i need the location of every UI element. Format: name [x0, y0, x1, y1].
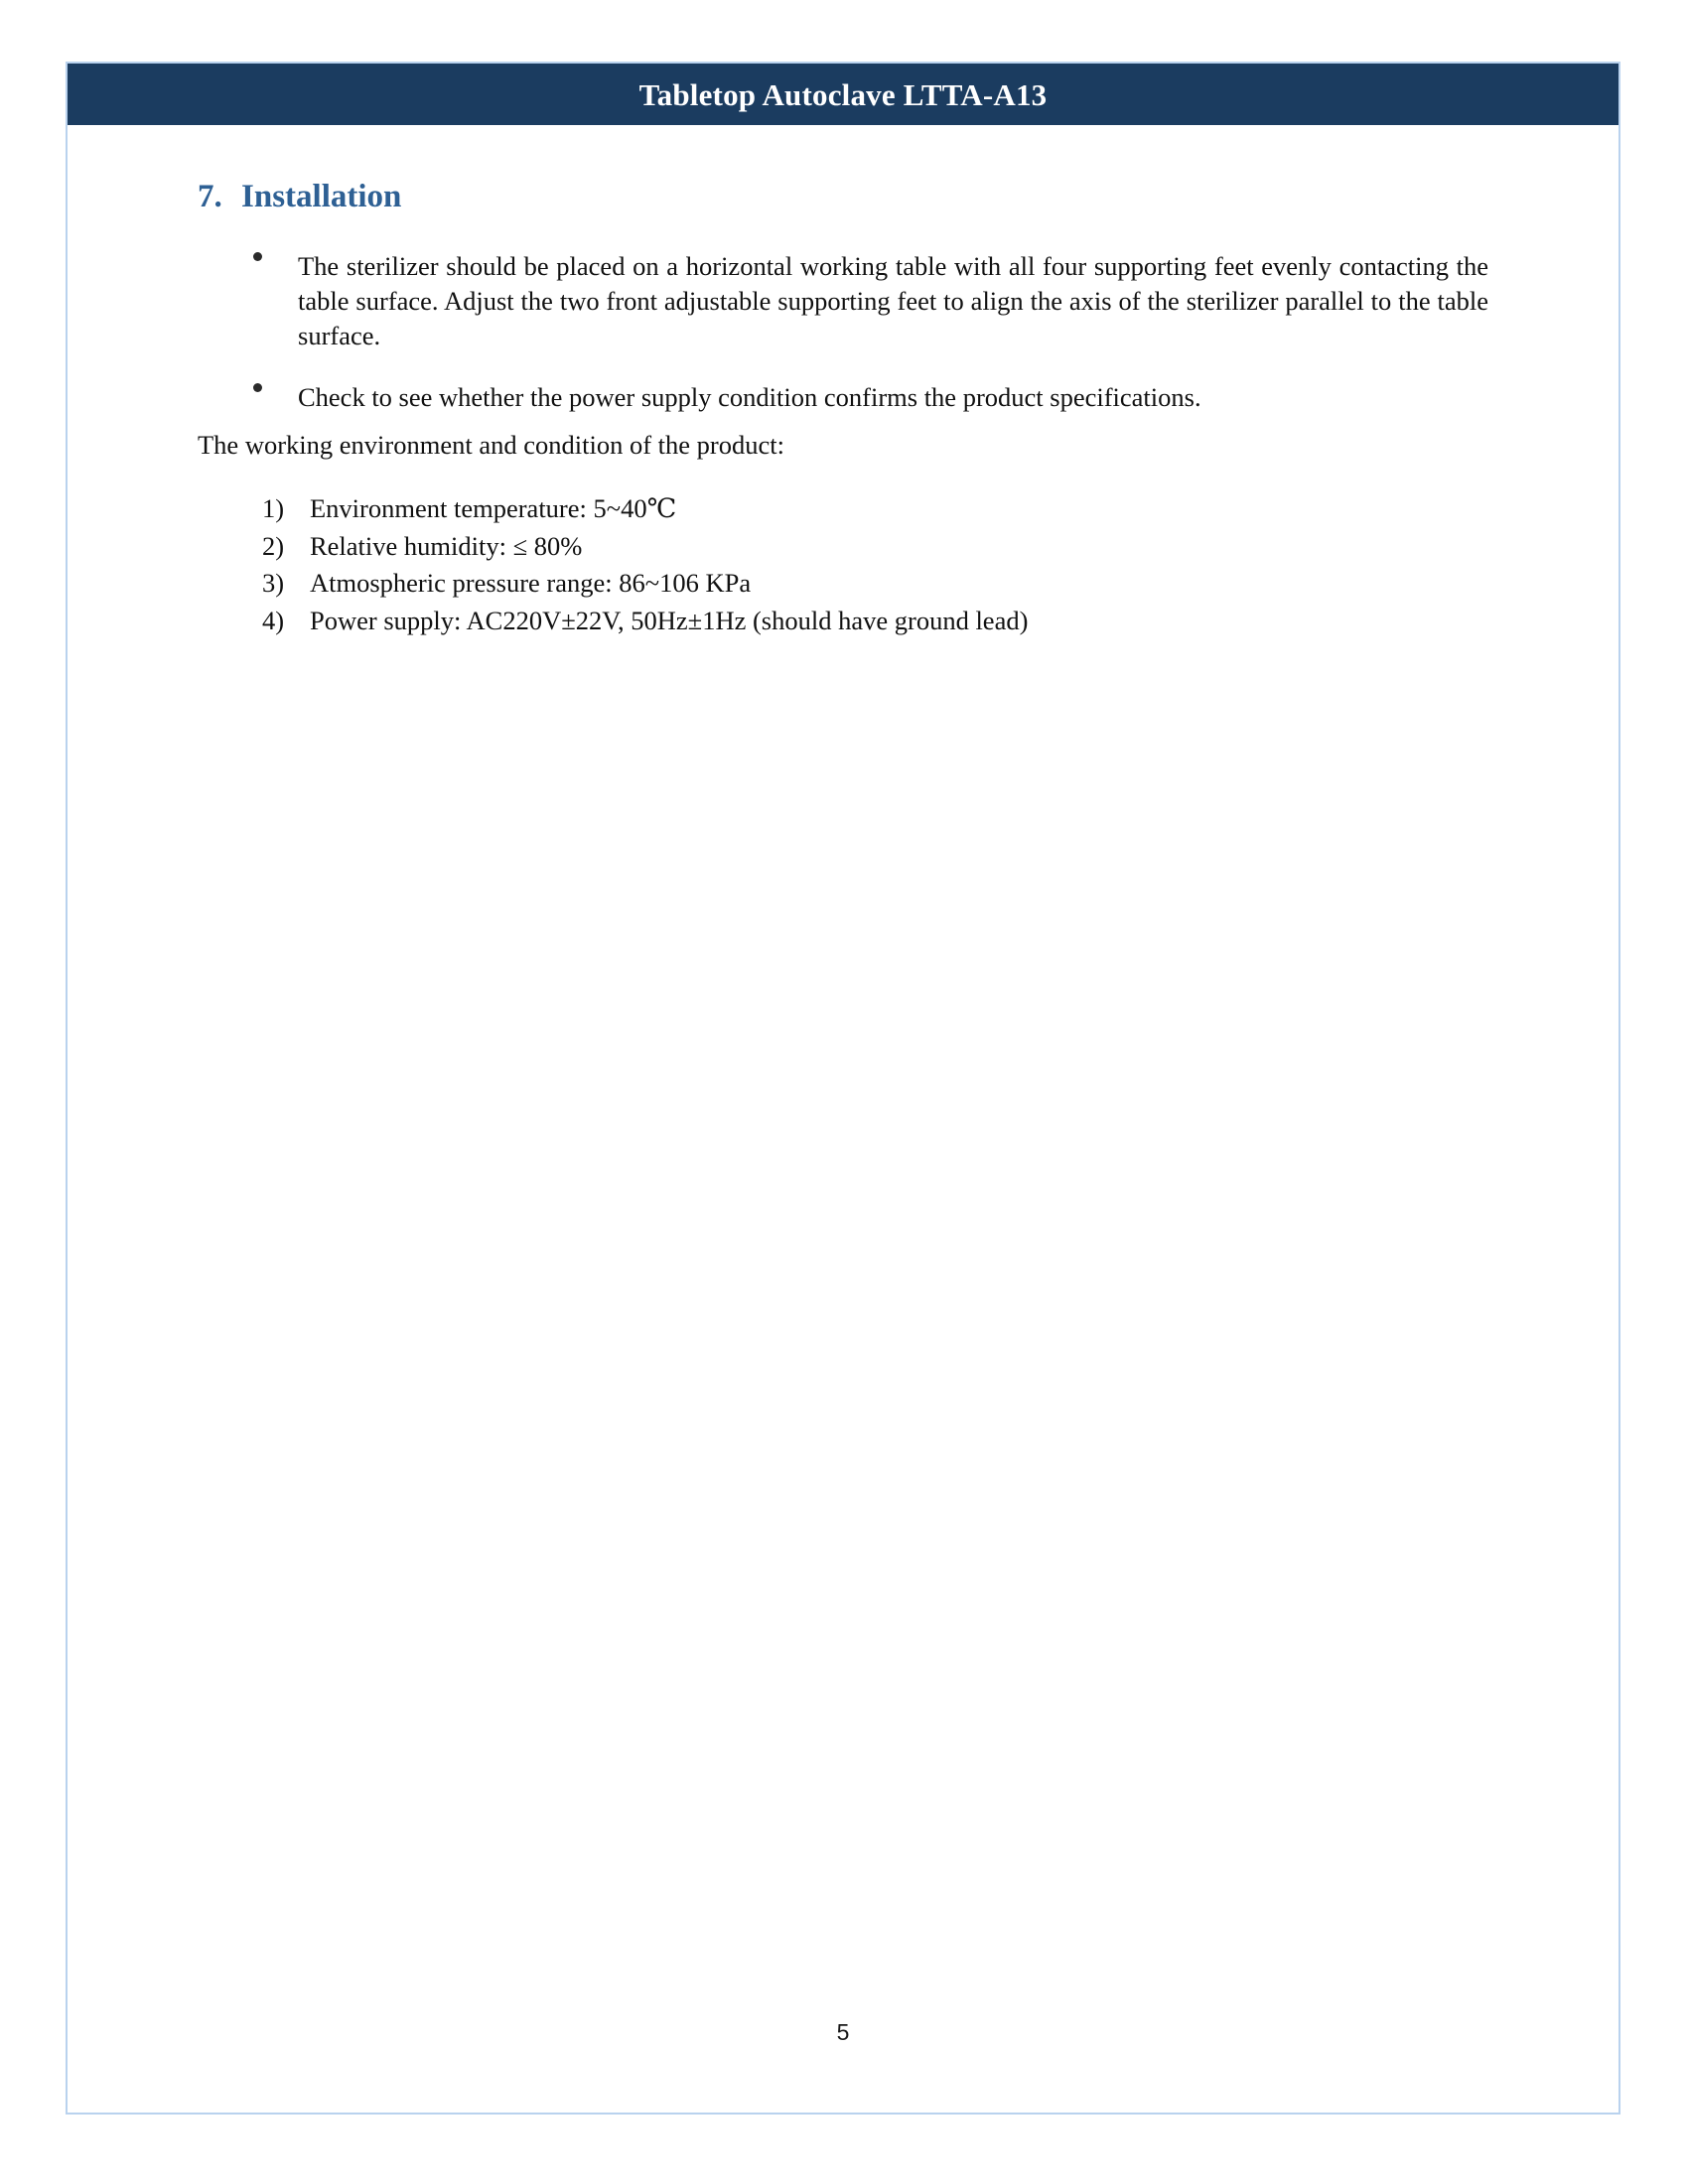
list-item-text: Environment temperature: 5~40℃	[310, 493, 677, 523]
working-condition-list	[68, 490, 1618, 640]
list-item	[68, 603, 1618, 640]
installation-bullet-list	[68, 249, 1618, 415]
list-item	[68, 249, 1618, 353]
document-header-title: Tabletop Autoclave LTTA-A13	[638, 76, 1048, 112]
page-content	[68, 125, 1618, 2113]
bullet-text: The sterilizer should be placed on a horizontal working table with all four supporting feet evenly contacting the table surface. Adjust the two front adjustable supporting feet to align the axis of the sterilizer parallel to the table surface.	[298, 251, 1488, 350]
list-item-text: Atmospheric pressure range: 86~106 KPa	[310, 568, 752, 599]
list-item-text: Relative humidity: ≤ 80%	[310, 530, 583, 561]
section-number: 7.	[198, 179, 222, 214]
section-title: Installation	[241, 179, 402, 214]
bullet-text: Check to see whether the power supply condition confirms the product specifications.	[298, 381, 1201, 412]
list-item	[68, 380, 1618, 415]
list-item	[68, 565, 1618, 603]
list-item	[68, 490, 1618, 528]
working-environment-intro: The working environment and condition of the product:	[198, 430, 784, 460]
list-marker: 3)	[262, 568, 285, 599]
list-marker: 4)	[262, 605, 285, 635]
section-heading	[198, 179, 401, 214]
bullet-dot-icon	[253, 252, 262, 261]
list-item-text: Power supply: AC220V±22V, 50Hz±1Hz (should have ground lead)	[310, 605, 1029, 635]
document-page	[66, 62, 1620, 2115]
list-item	[68, 528, 1618, 566]
page-number: 5	[836, 2019, 850, 2045]
document-header-banner	[68, 64, 1618, 125]
list-marker: 1)	[262, 493, 285, 523]
bullet-dot-icon	[253, 383, 262, 392]
list-marker: 2)	[262, 530, 285, 561]
